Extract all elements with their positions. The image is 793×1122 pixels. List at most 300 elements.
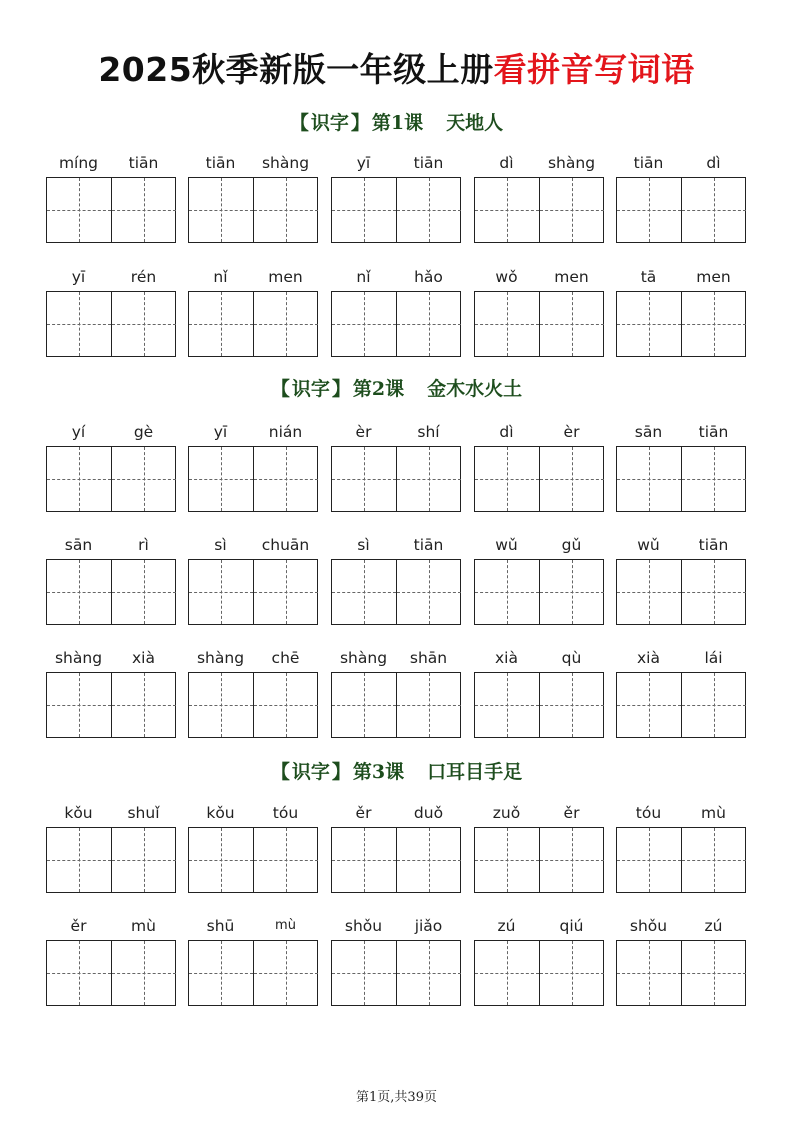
cell-guide-horizontal <box>189 860 253 861</box>
word-item <box>46 421 176 511</box>
writing-cell[interactable] <box>253 447 317 511</box>
writing-cell[interactable] <box>47 178 111 242</box>
cell-guide-horizontal <box>397 860 461 861</box>
cell-guide-horizontal <box>540 479 604 480</box>
pinyin-label: mù <box>131 917 156 935</box>
cell-guide-horizontal <box>189 324 253 325</box>
word-item <box>188 647 318 737</box>
lesson-bracket-left: 【 <box>270 761 290 783</box>
cell-guide-horizontal <box>475 973 539 974</box>
cell-guide-horizontal <box>540 860 604 861</box>
cell-guide-horizontal <box>397 210 461 211</box>
pinyin-label: mù <box>701 804 726 822</box>
word-row <box>46 421 746 511</box>
writing-cell[interactable] <box>617 941 681 1005</box>
pinyin-label: tiān <box>413 154 444 172</box>
pinyin-label: wǒ <box>495 268 518 286</box>
cell-guide-horizontal <box>682 973 746 974</box>
word-item <box>331 266 461 356</box>
word-item <box>331 915 461 1005</box>
writing-cell[interactable] <box>681 673 745 737</box>
writing-cell[interactable] <box>111 941 175 1005</box>
writing-cell[interactable] <box>475 560 539 624</box>
pinyin-label: shàng <box>196 649 245 667</box>
writing-cell[interactable] <box>332 178 396 242</box>
lesson-number: 第2课 <box>352 378 405 400</box>
pinyin-label: èr <box>563 423 580 441</box>
pinyin-label: nǐ <box>213 268 228 286</box>
pinyin-label: míng <box>58 154 99 172</box>
writing-cell[interactable] <box>617 447 681 511</box>
writing-cell[interactable] <box>189 292 253 356</box>
pinyin-label: sì <box>357 536 370 554</box>
cell-guide-horizontal <box>189 210 253 211</box>
cell-guide-horizontal <box>189 592 253 593</box>
writing-cell[interactable] <box>189 560 253 624</box>
pinyin-label: lái <box>704 649 723 667</box>
word-item <box>46 534 176 624</box>
cell-guide-horizontal <box>540 973 604 974</box>
writing-cell[interactable] <box>189 941 253 1005</box>
writing-cell[interactable] <box>47 560 111 624</box>
pinyin-label: xià <box>132 649 155 667</box>
writing-grid <box>188 827 318 893</box>
pinyin-label: shàng <box>54 649 103 667</box>
writing-cell[interactable] <box>47 941 111 1005</box>
word-row <box>46 266 746 356</box>
cell-guide-horizontal <box>617 479 681 480</box>
word-item <box>331 421 461 511</box>
writing-cell[interactable] <box>475 178 539 242</box>
cell-guide-horizontal <box>47 324 111 325</box>
word-item <box>616 915 746 1005</box>
pinyin-label: rì <box>138 536 149 554</box>
lesson-bracket-right: 】 <box>350 112 370 134</box>
word-row <box>46 534 746 624</box>
cell-guide-horizontal <box>332 592 396 593</box>
writing-grid <box>188 177 318 243</box>
pinyin-label: tiān <box>128 154 159 172</box>
writing-grid <box>474 827 604 893</box>
cell-guide-horizontal <box>475 324 539 325</box>
pinyin-label: xià <box>495 649 518 667</box>
writing-grid <box>331 559 461 625</box>
pinyin-label: shū <box>206 917 235 935</box>
writing-grid <box>46 672 176 738</box>
writing-grid <box>474 672 604 738</box>
pinyin-label: duǒ <box>413 804 444 822</box>
writing-cell[interactable] <box>47 828 111 892</box>
cell-guide-horizontal <box>397 324 461 325</box>
pinyin-label: tiān <box>633 154 664 172</box>
cell-guide-horizontal <box>254 973 318 974</box>
cell-guide-horizontal <box>617 860 681 861</box>
word-row <box>46 802 746 892</box>
pinyin-label: shí <box>417 423 440 441</box>
word-item <box>331 647 461 737</box>
writing-cell[interactable] <box>396 292 460 356</box>
cell-guide-horizontal <box>397 973 461 974</box>
pinyin-label: sān <box>634 423 663 441</box>
pinyin-label: zú <box>497 917 516 935</box>
pinyin-label: shǒu <box>629 917 668 935</box>
pinyin-label: ěr <box>355 804 372 822</box>
word-item <box>46 266 176 356</box>
pinyin-label: wǔ <box>637 536 660 554</box>
writing-cell[interactable] <box>539 560 603 624</box>
writing-cell[interactable] <box>539 178 603 242</box>
writing-cell[interactable] <box>617 292 681 356</box>
cell-guide-horizontal <box>254 860 318 861</box>
lesson-bracket-left: 【 <box>289 112 309 134</box>
cell-guide-horizontal <box>475 592 539 593</box>
writing-cell[interactable] <box>111 447 175 511</box>
writing-grid <box>46 940 176 1006</box>
writing-cell[interactable] <box>189 178 253 242</box>
writing-cell[interactable] <box>189 673 253 737</box>
writing-cell[interactable] <box>617 560 681 624</box>
cell-guide-horizontal <box>617 592 681 593</box>
writing-grid <box>616 177 746 243</box>
writing-cell[interactable] <box>681 828 745 892</box>
word-item <box>474 802 604 892</box>
cell-guide-horizontal <box>475 860 539 861</box>
pinyin-label: dì <box>706 154 721 172</box>
writing-cell[interactable] <box>111 673 175 737</box>
writing-grid <box>474 446 604 512</box>
writing-grid <box>616 940 746 1006</box>
cell-guide-horizontal <box>682 324 746 325</box>
writing-cell[interactable] <box>539 828 603 892</box>
cell-guide-horizontal <box>189 705 253 706</box>
word-item <box>616 152 746 242</box>
writing-cell[interactable] <box>617 178 681 242</box>
pinyin-label: jiǎo <box>414 917 443 935</box>
cell-guide-horizontal <box>682 210 746 211</box>
writing-cell[interactable] <box>332 292 396 356</box>
writing-cell[interactable] <box>47 673 111 737</box>
cell-guide-horizontal <box>47 479 111 480</box>
writing-grid <box>331 827 461 893</box>
cell-guide-horizontal <box>47 592 111 593</box>
cell-guide-horizontal <box>540 705 604 706</box>
writing-cell[interactable] <box>47 292 111 356</box>
word-item <box>616 534 746 624</box>
writing-grid <box>188 291 318 357</box>
word-item <box>188 152 318 242</box>
writing-cell[interactable] <box>681 941 745 1005</box>
writing-grid <box>616 291 746 357</box>
word-item <box>474 534 604 624</box>
word-item <box>331 534 461 624</box>
pinyin-label: ěr <box>70 917 87 935</box>
cell-guide-horizontal <box>682 860 746 861</box>
word-item <box>474 647 604 737</box>
word-item <box>616 647 746 737</box>
writing-cell[interactable] <box>332 560 396 624</box>
word-row <box>46 647 746 737</box>
pinyin-label: shān <box>409 649 448 667</box>
cell-guide-horizontal <box>112 973 176 974</box>
writing-cell[interactable] <box>681 447 745 511</box>
lesson-tag: 识字 <box>291 761 330 783</box>
writing-cell[interactable] <box>111 560 175 624</box>
pinyin-label: tiān <box>413 536 444 554</box>
word-item <box>474 421 604 511</box>
cell-guide-horizontal <box>682 479 746 480</box>
writing-grid <box>616 672 746 738</box>
writing-cell[interactable] <box>396 673 460 737</box>
cell-guide-horizontal <box>189 973 253 974</box>
cell-guide-horizontal <box>617 705 681 706</box>
writing-cell[interactable] <box>539 673 603 737</box>
word-item <box>616 266 746 356</box>
writing-cell[interactable] <box>253 941 317 1005</box>
lesson-bracket-left: 【 <box>270 378 290 400</box>
cell-guide-horizontal <box>617 210 681 211</box>
writing-grid <box>331 291 461 357</box>
lesson-bracket-right: 】 <box>331 761 351 783</box>
pinyin-label: wǔ <box>495 536 518 554</box>
pinyin-label: chē <box>271 649 300 667</box>
cell-guide-horizontal <box>189 479 253 480</box>
writing-cell[interactable] <box>475 673 539 737</box>
word-row <box>46 915 746 1005</box>
writing-cell[interactable] <box>253 178 317 242</box>
cell-guide-horizontal <box>332 860 396 861</box>
writing-grid <box>46 177 176 243</box>
writing-cell[interactable] <box>681 292 745 356</box>
pinyin-label: shàng <box>261 154 310 172</box>
writing-cell[interactable] <box>681 178 745 242</box>
writing-cell[interactable] <box>396 178 460 242</box>
cell-guide-horizontal <box>540 210 604 211</box>
word-item <box>46 152 176 242</box>
writing-cell[interactable] <box>189 828 253 892</box>
cell-guide-horizontal <box>112 479 176 480</box>
writing-cell[interactable] <box>332 828 396 892</box>
writing-grid <box>331 940 461 1006</box>
cell-guide-horizontal <box>112 705 176 706</box>
pinyin-label: tóu <box>635 804 662 822</box>
writing-grid <box>331 446 461 512</box>
pinyin-label: men <box>554 268 589 286</box>
writing-cell[interactable] <box>539 292 603 356</box>
writing-cell[interactable] <box>253 673 317 737</box>
writing-cell[interactable] <box>332 447 396 511</box>
pinyin-label: èr <box>355 423 372 441</box>
pinyin-label: shǒu <box>344 917 383 935</box>
cell-guide-horizontal <box>332 479 396 480</box>
cell-guide-horizontal <box>682 705 746 706</box>
pinyin-label: shàng <box>339 649 388 667</box>
lesson-tag: 识字 <box>291 378 330 400</box>
cell-guide-horizontal <box>47 973 111 974</box>
writing-cell[interactable] <box>253 292 317 356</box>
word-item <box>474 266 604 356</box>
lesson-name: 天地人 <box>446 112 504 134</box>
pinyin-label: dì <box>499 423 514 441</box>
pinyin-label: gǔ <box>561 536 582 554</box>
word-item <box>188 802 318 892</box>
cell-guide-horizontal <box>254 210 318 211</box>
writing-cell[interactable] <box>475 828 539 892</box>
writing-grid <box>46 827 176 893</box>
writing-grid <box>188 446 318 512</box>
cell-guide-horizontal <box>112 860 176 861</box>
pinyin-label: yī <box>71 268 86 286</box>
lesson-tag: 识字 <box>310 112 349 134</box>
page-title <box>0 46 793 94</box>
pinyin-label: tiān <box>698 536 729 554</box>
pinyin-label: zú <box>704 917 723 935</box>
pinyin-label: qiú <box>559 917 584 935</box>
cell-guide-horizontal <box>332 210 396 211</box>
writing-grid <box>188 672 318 738</box>
word-item <box>188 266 318 356</box>
cell-guide-horizontal <box>112 210 176 211</box>
pinyin-label: sān <box>64 536 93 554</box>
pinyin-label: tóu <box>272 804 299 822</box>
pinyin-label: shàng <box>547 154 596 172</box>
writing-grid <box>616 559 746 625</box>
cell-guide-horizontal <box>397 592 461 593</box>
pinyin-label: yī <box>213 423 228 441</box>
word-item <box>46 802 176 892</box>
writing-cell[interactable] <box>617 828 681 892</box>
writing-grid <box>188 940 318 1006</box>
cell-guide-horizontal <box>397 479 461 480</box>
cell-guide-horizontal <box>254 479 318 480</box>
cell-guide-horizontal <box>47 210 111 211</box>
cell-guide-horizontal <box>475 705 539 706</box>
cell-guide-horizontal <box>254 324 318 325</box>
pinyin-label: kǒu <box>64 804 93 822</box>
pinyin-label: tā <box>640 268 657 286</box>
writing-cell[interactable] <box>111 828 175 892</box>
word-item <box>474 915 604 1005</box>
page-footer: 第1页,共39页 <box>356 1090 437 1105</box>
lesson-title <box>0 757 793 787</box>
pinyin-label: gè <box>133 423 154 441</box>
pinyin-label: hǎo <box>414 268 443 286</box>
lesson-number: 第1课 <box>371 112 424 134</box>
pinyin-label: tiān <box>205 154 236 172</box>
writing-cell[interactable] <box>475 292 539 356</box>
word-item <box>188 915 318 1005</box>
pinyin-label: men <box>696 268 731 286</box>
cell-guide-horizontal <box>47 860 111 861</box>
writing-grid <box>46 446 176 512</box>
pinyin-label: nǐ <box>356 268 371 286</box>
writing-cell[interactable] <box>681 560 745 624</box>
pinyin-label: chuān <box>261 536 310 554</box>
pinyin-label: qù <box>561 649 582 667</box>
cell-guide-horizontal <box>540 324 604 325</box>
word-item <box>616 802 746 892</box>
pinyin-label: kǒu <box>206 804 235 822</box>
cell-guide-horizontal <box>112 592 176 593</box>
pinyin-label: yī <box>356 154 371 172</box>
writing-grid <box>474 291 604 357</box>
word-row <box>46 152 746 242</box>
lesson-title <box>0 108 793 138</box>
writing-grid <box>474 177 604 243</box>
cell-guide-horizontal <box>540 592 604 593</box>
cell-guide-horizontal <box>617 973 681 974</box>
writing-cell[interactable] <box>396 447 460 511</box>
writing-cell[interactable] <box>396 560 460 624</box>
writing-cell[interactable] <box>111 292 175 356</box>
lesson-bracket-right: 】 <box>331 378 351 400</box>
pinyin-label: men <box>268 268 303 286</box>
pinyin-label: ěr <box>563 804 580 822</box>
writing-cell[interactable] <box>253 560 317 624</box>
writing-grid <box>331 672 461 738</box>
writing-grid <box>616 446 746 512</box>
word-item <box>616 421 746 511</box>
word-item <box>46 647 176 737</box>
writing-cell[interactable] <box>539 941 603 1005</box>
writing-cell[interactable] <box>539 447 603 511</box>
cell-guide-horizontal <box>475 479 539 480</box>
writing-cell[interactable] <box>396 941 460 1005</box>
word-item <box>474 152 604 242</box>
writing-grid <box>331 177 461 243</box>
cell-guide-horizontal <box>112 324 176 325</box>
writing-grid <box>474 559 604 625</box>
writing-grid <box>188 559 318 625</box>
writing-grid <box>616 827 746 893</box>
cell-guide-horizontal <box>332 324 396 325</box>
cell-guide-horizontal <box>47 705 111 706</box>
cell-guide-horizontal <box>475 210 539 211</box>
cell-guide-horizontal <box>397 705 461 706</box>
lesson-number: 第3课 <box>352 761 405 783</box>
writing-cell[interactable] <box>332 673 396 737</box>
writing-cell[interactable] <box>475 941 539 1005</box>
writing-cell[interactable] <box>332 941 396 1005</box>
writing-grid <box>46 291 176 357</box>
writing-grid <box>46 559 176 625</box>
writing-cell[interactable] <box>189 447 253 511</box>
title-main: 2025秋季新版一年级上册 <box>98 50 494 89</box>
writing-cell[interactable] <box>396 828 460 892</box>
pinyin-label: rén <box>130 268 157 286</box>
title-highlight: 看拼音写词语 <box>493 50 695 89</box>
writing-grid <box>474 940 604 1006</box>
writing-cell[interactable] <box>253 828 317 892</box>
pinyin-label: yí <box>71 423 86 441</box>
pinyin-label: zuǒ <box>492 804 521 822</box>
word-item <box>331 152 461 242</box>
lesson-name: 金木水火土 <box>427 378 523 400</box>
cell-guide-horizontal <box>332 973 396 974</box>
lesson-name: 口耳目手足 <box>427 761 523 783</box>
pinyin-label: dì <box>499 154 514 172</box>
writing-cell[interactable] <box>111 178 175 242</box>
cell-guide-horizontal <box>617 324 681 325</box>
pinyin-label: xià <box>637 649 660 667</box>
writing-cell[interactable] <box>617 673 681 737</box>
word-item <box>188 534 318 624</box>
cell-guide-horizontal <box>254 705 318 706</box>
writing-cell[interactable] <box>47 447 111 511</box>
writing-cell[interactable] <box>475 447 539 511</box>
cell-guide-horizontal <box>332 705 396 706</box>
cell-guide-horizontal <box>682 592 746 593</box>
word-item <box>331 802 461 892</box>
